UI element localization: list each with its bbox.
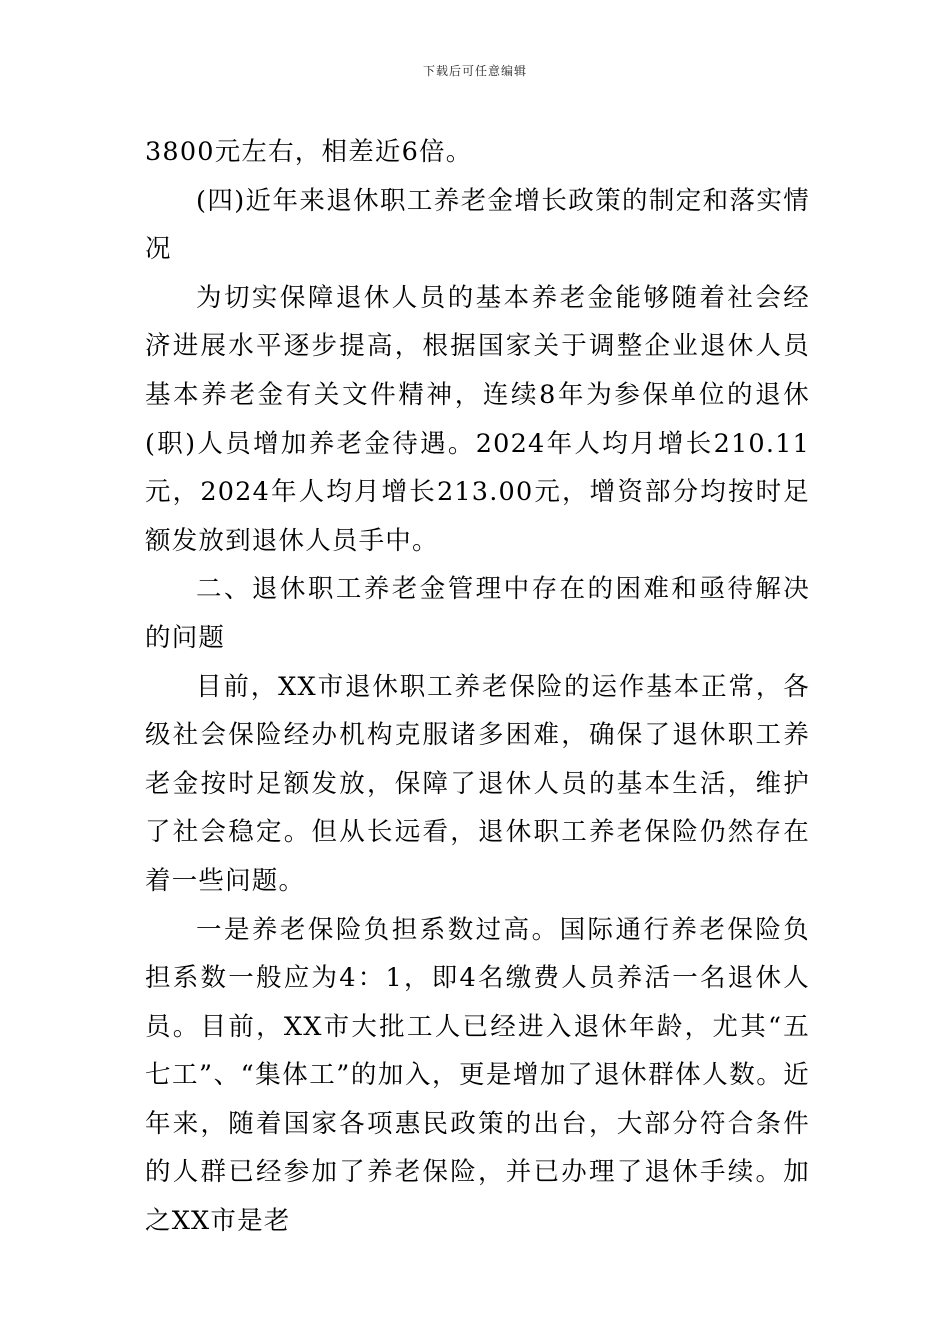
paragraph-current-status: 目前，XX市退休职工养老保险的运作基本正常，各级社会保险经办机构克服诸多困难，确保了退休职工养老金按时足额发放，保障了退休人员的基本生活，维护了社会稳定。但从长远看，退休职工养老保险仍然存在着一些问题。 <box>145 671 810 896</box>
section-heading-problems: 二、退休职工养老金管理中存在的困难和亟待解决的问题 <box>145 574 810 653</box>
paragraph-burden-ratio: 一是养老保险负担系数过高。国际通行养老保险负担系数一般应为4：1，即4名缴费人员养活一名退休人员。目前，XX市大批工人已经进入退休年龄，尤其“五七工”、“集体工”的加入，更是增加了退休群体人数。近年来，随着国家各项惠民政策的出台，大部分符合条件的人群已经参加了养老保险，并已办理了退休手续。加之XX市是老 <box>145 914 810 1237</box>
section-heading-four: (四)近年来退休职工养老金增长政策的制定和落实情况 <box>145 185 810 265</box>
paragraph-continuation: 3800元左右，相差近6倍。 <box>145 137 473 167</box>
page-header-note: 下载后可任意编辑 <box>422 64 527 78</box>
document-body <box>145 128 810 1246</box>
paragraph-pension-increase: 为切实保障退休人员的基本养老金能够随着社会经济进展水平逐步提高，根据国家关于调整企业退休人员基本养老金有关文件精神，连续8年为参保单位的退休(职)人员增加养老金待遇。2024年人均月增长210.11元，2024年人均月增长213.00元，增资部分均按时足额发放到退休人员手中。 <box>145 282 810 556</box>
